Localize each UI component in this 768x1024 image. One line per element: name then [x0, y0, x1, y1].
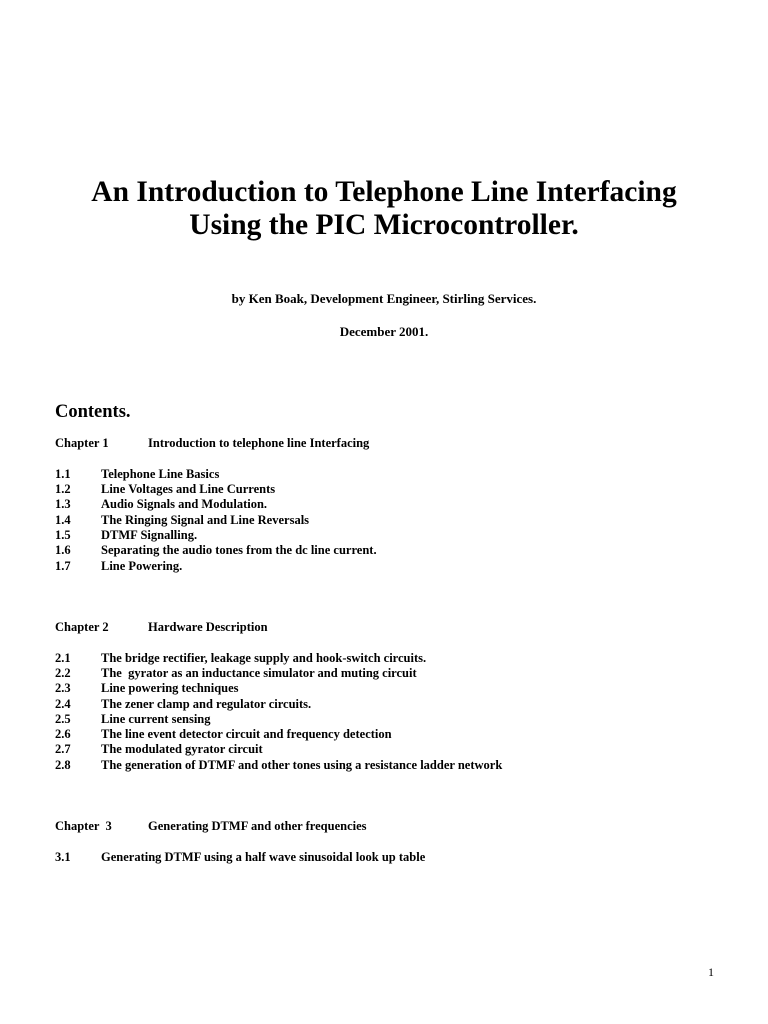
- section-title: The line event detector circuit and frequency detection: [101, 727, 392, 742]
- chapter-title: Introduction to telephone line Interfacing: [148, 436, 370, 450]
- section-entry: [55, 666, 735, 681]
- section-number: 1.3: [55, 497, 71, 512]
- title-line: An Introduction to Telephone Line Interfacing: [91, 176, 677, 208]
- section-number: 1.2: [55, 482, 71, 497]
- section-title: Line current sensing: [101, 711, 211, 726]
- section-number: 3.1: [55, 849, 71, 864]
- section-number: 2.3: [55, 681, 71, 696]
- section-number: 2.1: [55, 650, 71, 665]
- chapter-heading: [55, 620, 735, 635]
- section-title: The zener clamp and regulator circuits.: [101, 696, 312, 711]
- section-title: The modulated gyrator circuit: [101, 742, 263, 757]
- section-title: The gyrator as an inductance simulator and muting circuit: [101, 665, 417, 680]
- section-entry: [55, 850, 735, 865]
- author-byline: by Ken Boak, Development Engineer, Stirling Services.: [231, 291, 537, 306]
- chapter-block: [55, 819, 735, 865]
- section-entry: [55, 467, 735, 482]
- section-title: Audio Signals and Modulation.: [101, 497, 268, 512]
- chapter-label: Chapter 3: [55, 819, 112, 834]
- section-title: The bridge rectifier, leakage supply and hook-switch circuits.: [101, 650, 427, 665]
- contents-heading: Contents.: [55, 402, 131, 422]
- chapter-heading: [55, 436, 735, 451]
- section-number: 2.6: [55, 727, 71, 742]
- section-title: The generation of DTMF and other tones using a resistance ladder network: [101, 757, 503, 772]
- chapter-block: [55, 620, 735, 773]
- section-number: 2.5: [55, 711, 71, 726]
- document-title: [0, 176, 768, 242]
- section-number: 1.7: [55, 558, 71, 573]
- section-entry: [55, 497, 735, 512]
- section-title: Telephone Line Basics: [101, 466, 220, 481]
- section-entry: [55, 528, 735, 543]
- document-date: December 2001.: [339, 324, 429, 339]
- section-number: 2.8: [55, 757, 71, 772]
- section-entry: [55, 651, 735, 666]
- section-title: DTMF Signalling.: [101, 527, 198, 542]
- table-of-contents: [55, 436, 735, 865]
- section-title: Line powering techniques: [101, 681, 239, 696]
- section-entry: [55, 742, 735, 757]
- section-entry: [55, 513, 735, 528]
- section-title: Line Powering.: [101, 558, 183, 573]
- section-entry: [55, 758, 735, 773]
- section-number: 1.1: [55, 466, 71, 481]
- section-title: Generating DTMF using a half wave sinusoidal look up table: [101, 849, 426, 864]
- section-number: 2.4: [55, 696, 71, 711]
- chapter-title: Generating DTMF and other frequencies: [148, 819, 367, 834]
- section-title: Separating the audio tones from the dc line current.: [101, 543, 377, 558]
- section-title: Line Voltages and Line Currents: [101, 482, 276, 497]
- section-number: 1.4: [55, 512, 71, 527]
- section-entry: [55, 727, 735, 742]
- section-number: 1.6: [55, 543, 71, 558]
- section-entry: [55, 543, 735, 558]
- chapter-block: [55, 436, 735, 574]
- chapter-title: Hardware Description: [148, 619, 268, 634]
- chapter-label: Chapter 2: [55, 619, 109, 634]
- section-entry: [55, 482, 735, 497]
- section-number: 1.5: [55, 527, 71, 542]
- chapter-label: Chapter 1: [55, 436, 109, 450]
- chapter-heading: [55, 819, 735, 834]
- section-entry: [55, 712, 735, 727]
- section-entry: [55, 559, 735, 574]
- section-entry: [55, 697, 735, 712]
- title-line: Using the PIC Microcontroller.: [189, 209, 579, 241]
- section-number: 2.2: [55, 665, 71, 680]
- page-number: 1: [708, 965, 714, 979]
- section-entry: [55, 681, 735, 696]
- section-title: The Ringing Signal and Line Reversals: [101, 512, 310, 527]
- section-number: 2.7: [55, 742, 71, 757]
